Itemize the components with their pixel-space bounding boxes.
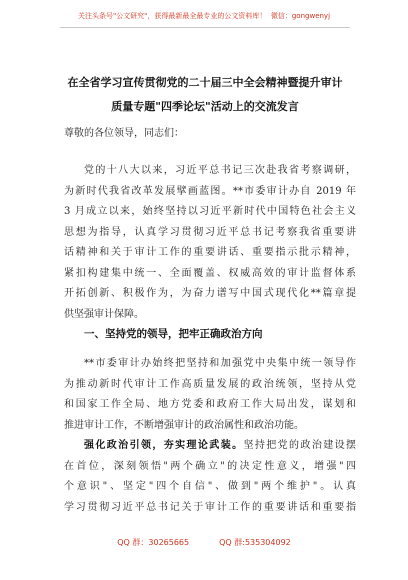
section-1-paragraph [64,354,356,436]
section-1-line: 和国家工作全局、地方党委和政府工作大局出发，谋划和 [64,399,356,410]
subsection-1-line: 个意识"、坚定"四个自信"、做到"两个维护"。认真 [64,481,356,492]
section-1-line: **市委审计办始终把坚持和加强党中央集中统一领导作 [84,358,356,369]
subsection-1-lead: 强化政治引领，夯实理论武装。 [84,440,244,451]
paragraph-1-line: 思想为指导，认真学习贯彻习近平总书记考察我省重要讲 [64,226,356,238]
salutation [64,124,356,145]
header-note-text: 关注头条号"公文研究"，获得最新最全最专业的公文资料库！ [77,12,267,20]
subsection-1-first-line [64,436,356,457]
section-1-line: 推进审计工作，不断增强审计的政治属性和政治功能。 [64,419,304,431]
header-wechat: 微信：gongwenyj [270,12,331,20]
header-divider [60,27,350,28]
subsection-1-first-line-rest: 坚持把党的政治建设摆 [243,440,357,451]
paragraph-1-line: 话精神和关于审计工作的重要讲话、重要指示批示精神， [64,247,356,258]
salutation-text: 尊敬的各位领导，同志们： [64,128,184,139]
document-title-line-1: 在全省学习宣传贯彻党的二十届三中全会精神暨提升审计 [67,76,343,89]
paragraph-1-line: 党的十八大以来，习近平总书记三次赴我省考察调研， [84,165,356,176]
document-title-line-2: 质量专题"四季论坛"活动上的交流发言 [111,100,299,113]
paragraph-1-line: 开拓创新、积极作为，为奋力谱写中国式现代化**篇章提 [64,288,356,299]
subsection-1-line: 在首位，深刻领悟"两个确立"的决定性意义，增强"四 [64,460,356,472]
footer-qq-groups [0,538,408,548]
paragraph-1-line: 3 月成立以来，始终坚持以习近平新时代中国特色社会主义 [64,206,356,217]
section-1-line: 为推动新时代审计工作高质量发展的政治统领，坚持从党 [64,378,356,390]
paragraph-1-line: 供坚强审计保障。 [64,308,144,320]
header-note [0,12,408,21]
paragraph-1-line: 为新时代我省改革发展擘画蓝图。**市委审计办自 2019 年 [64,185,356,197]
paragraph-1 [64,161,356,325]
subsection-1-line: 学习贯彻习近平总书记关于审计工作的重要讲话和重要指 [64,501,356,513]
footer-qq-group-2: QQ 群:535304092 [219,538,291,547]
footer-qq-group-1: QQ 群：30265665 [117,538,190,547]
section-heading-1: 一、坚持党的领导，把牢正确政治方向 [84,328,263,340]
paragraph-1-line: 紧扣构建集中统一、全面覆盖、权威高效的审计监督体系 [64,267,356,279]
subsection-1-paragraph [64,436,356,518]
